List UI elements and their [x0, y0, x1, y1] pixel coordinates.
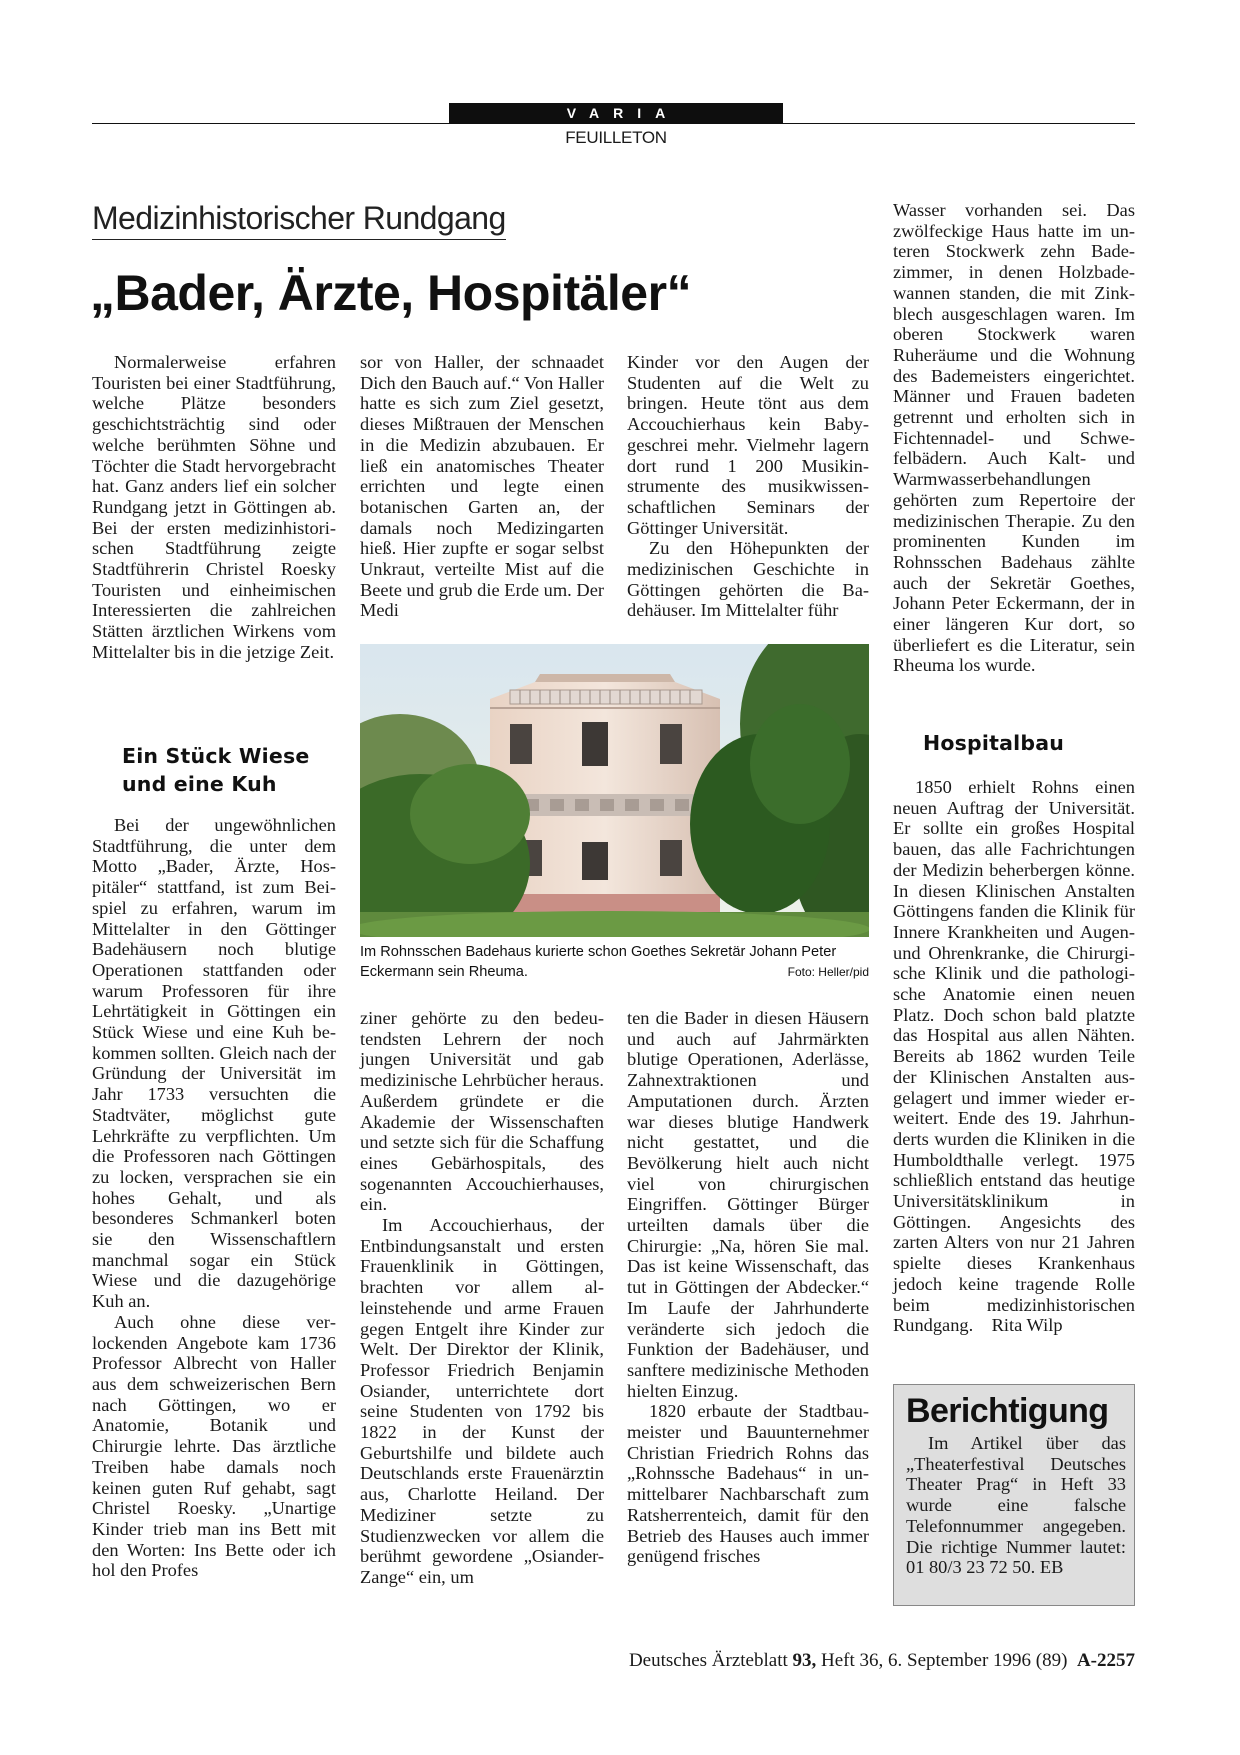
- paragraph: Im Accouchierhaus, der Entbindungsanstalt und ersten Frauenklinik in Göttingen, brachten vor allem alleinstehende und arme Frauen gegen Entgelt ihre Kinder zur Welt. Der Direktor der Klinik, Professor Friedrich Benjamin Osiander, unterrichtete dort seine Studenten von 1792 bis 1822 in der Kunst der Geburtshilfe und bildete auch Deutschlands erste Frauenärztin aus, Charlotte Heiland. Der Mediziner setzte zu Studienzwecken vor allem die berühmt gewordene „Osiander-Zange“ ein, um: [360, 1215, 604, 1587]
- correction-body: [906, 1433, 1126, 1578]
- paragraph: Normalerweise erfahren Touristen bei einer Stadtführung, welche Plätze besonders geschichtsträchtig sind oder welche berühmten Söhne und Töchter die Stadt hervorgebracht hat. Ganz anders lief ein solcher Rundgang jetzt in Göttingen ab. Bei der ersten medizinhistorischen Stadtführung zeigte Stadtführerin Christel Roesky Touristen und einheimischen Interessierten die zahlreichen Stätten ärztlichen Wirkens vom Mittelalter bis in die jetzige Zeit.: [92, 352, 336, 662]
- column-4-bottom: [893, 777, 1135, 1336]
- paragraph: Im Artikel über das „Theaterfestival Deutsches Theater Prag“ in Heft 33 wurde eine falsche Telefonnummer angegeben. Die richtige Nummer lautet: 01 80/3 23 72 50. EB: [906, 1433, 1126, 1578]
- paragraph: ten die Bader in diesen Häusern und auch auf Jahrmärkten blutige Operationen, Aderlässe, Zahnextraktionen und Amputationen durch. Ärzten war dieses blutige Handwerk nicht gestattet, und die Bevölkerung hielt auch nicht viel von chirurgischen Eingriffen. Göttinger Bürger urteilten damals über die Chirurgie: „Na, hören Sie mal. Das ist keine Wissenschaft, das tut in Göttingen der Abdecker.“ Im Laufe der Jahrhunderte veränderte sich jedoch die Funktion der Badehäuser, und sanftere medizinische Methoden hielten Einzug.: [627, 1008, 869, 1401]
- paragraph: Bei der ungewöhnlichen Stadtführung, die unter dem Motto „Bader, Ärzte, Hospitäler“ stattfand, ist zum Beispiel zu erfahren, warum im Mittelalter in den Göttinger Badehäusern noch blutige Operationen stattfanden oder warum Professoren für ihre Lehrtätigkeit in Göttingen ein Stück Wiese und eine Kuh bekommen sollten. Gleich nach der Gründung der Universität im Jahr 1733 versuchten die Stadtväter, möglichst gute Lehrkräfte zu verpflichten. Um die Professoren nach Göttingen zu locken, versprachen sie ein hohes Gehalt, und als besonderes Schmankerl boten sie den Wissenschaftlern manchmal sogar ein Stück Wiese und die dazugehörige Kuh an.: [92, 815, 336, 1312]
- volume: 93,: [792, 1650, 817, 1671]
- subheading-hospitalbau: [923, 729, 1123, 757]
- subheading-text: Hospitalbau: [923, 731, 1065, 755]
- issue-info: Heft 36, 6. September 1996 (89): [821, 1650, 1068, 1671]
- caption-text: Im Rohnsschen Badehaus kurierte schon Goethes Sekretär Johann Peter Eckermann sein Rheuma.: [360, 944, 837, 980]
- paragraph: Auch ohne diese verlockenden Angebote kam 1736 Professor Albrecht von Haller aus dem schweizerischen Bern nach Göttingen, wo er Anatomie, Botanik und Chirurgie lehrte. Das ärztliche Treiben habe damals noch keinen guten Ruf gehabt, sagt Christel Roesky. „Unartige Kinder trieb man ins Bett mit den Worten: Ins Bette oder ich hol den Profes: [92, 1311, 336, 1581]
- correction-title: Berichtigung: [906, 1392, 1109, 1430]
- subheading-stueck-wiese: [122, 742, 342, 798]
- column-3-top: [627, 352, 869, 621]
- page-number: A-2257: [1076, 1650, 1135, 1671]
- photo-caption: [360, 942, 869, 982]
- paragraph: 1820 erbaute der Stadtbaumeister und Bauunternehmer Christian Friedrich Rohns das „Rohnssche Badehaus“ in unmittelbarer Nachbarschaft zum Ratsherrenteich, damit für den Betrieb des Hauses auch immer genügend frisches: [627, 1401, 869, 1567]
- paragraph: ziner gehörte zu den bedeutendsten Lehrern der noch jungen Universität und gab medizinische Lehrbücher heraus. Außerdem gründete er die Akademie der Wissenschaften und setzte sich für die Schaffung eines Gebärhospitals, des sogenannten Accouchierhauses, ein.: [360, 1008, 604, 1215]
- badehaus-photo: [360, 644, 869, 937]
- section-label: FEUILLETON: [565, 128, 667, 147]
- paragraph: Kinder vor den Augen der Studenten auf die Welt zu bringen. Heute tönt aus dem Accouchierhaus kein Babygeschrei mehr. Vielmehr lagern dort rund 1 200 Musikinstrumente des musikwissenschaftlichen Seminars der Göttinger Universität.: [627, 352, 869, 538]
- paragraph: Wasser vorhanden sei. Das zwölfeckige Haus hatte im unteren Stockwerk zehn Badezimmer, in denen Holzbadewannen standen, die mit Zinkblech ausgeschlagen waren. Im oberen Stockwerk waren Ruheräume und die Wohnung des Bademeisters eingerichtet. Männer und Frauen badeten getrennt und erholten sich in Fichtennadel- und Schwefelbädern. Auch Kalt- und Warmwasserbehandlungen gehörten zum Repertoire der medizinischen Therapie. Zu den prominenten Kunden im Rohnsschen Badehaus zählte auch der Sekretär Goethes, Johann Peter Eckermann, der in einer längeren Kur dort, so überliefert es die Literatur, sein Rheuma los wurde.: [893, 200, 1135, 676]
- paragraph: 1850 erhielt Rohns einen neuen Auftrag der Universität. Er sollte ein großes Hospital bauen, das alle Fachrichtungen der Medizin beherbergen könne. In diesen Klinischen Anstalten Göttingens fanden die Klinik für Innere Krankheiten und Augen- und Ohrenkranke, die Chirurgische Klinik und die pathologische Anatomie einen neuen Platz. Doch schon bald platzte das Hospital aus allen Nähten. Bereits ab 1862 wurden Teile der Klinischen Anstalten ausgelagert und immer wieder erweitert. Ende des 19. Jahrhunderts wurden die Kliniken in die Humboldthalle verlegt. 1975 schließlich entstand das heutige Universitätsklinikum in Göttingen. Angesichts des zarten Alters von nur 21 Jahren spielte dieses Krankenhaus jedoch keine tragende Rolle beim medizinhistorischen Rundgang. Rita Wilp: [893, 777, 1135, 1336]
- column-4-top: [893, 200, 1135, 676]
- article-kicker: Medizinhistorischer Rundgang: [92, 200, 506, 240]
- section-bar: VARIA: [449, 103, 783, 124]
- column-1-top: [92, 352, 336, 663]
- photo-credit: Foto: Heller/pid: [787, 965, 869, 979]
- correction-box: [893, 1384, 1135, 1606]
- column-2-bottom: [360, 1008, 604, 1588]
- column-1-bottom: [92, 815, 336, 1581]
- subheading-text: Ein Stück Wiese und eine Kuh: [122, 744, 310, 796]
- page-footer: [560, 1650, 1135, 1672]
- paragraph: Zu den Höhepunkten der medizinischen Geschichte in Göttingen gehörten die Badehäuser. Im Mittelalter führ: [627, 538, 869, 621]
- column-2-top: [360, 352, 604, 621]
- journal-name: Deutsches Ärzteblatt: [628, 1650, 788, 1671]
- article-headline: „Bader, Ärzte, Hospitäler“: [90, 265, 692, 321]
- badehaus-image: [360, 644, 869, 937]
- column-3-bottom: [627, 1008, 869, 1567]
- paragraph: sor von Haller, der schnaadet Dich den Bauch auf.“ Von Haller hatte es sich zum Ziel gesetzt, dieses Mißtrauen der Menschen in die Medizin abzubauen. Er ließ ein anatomisches Theater errichten und legte einen botanischen Garten an, der damals noch Medizingarten hieß. Hier zupfte er sogar selbst Unkraut, verteilte Mist auf die Beete und grub die Erde um. Der Medi: [360, 352, 604, 621]
